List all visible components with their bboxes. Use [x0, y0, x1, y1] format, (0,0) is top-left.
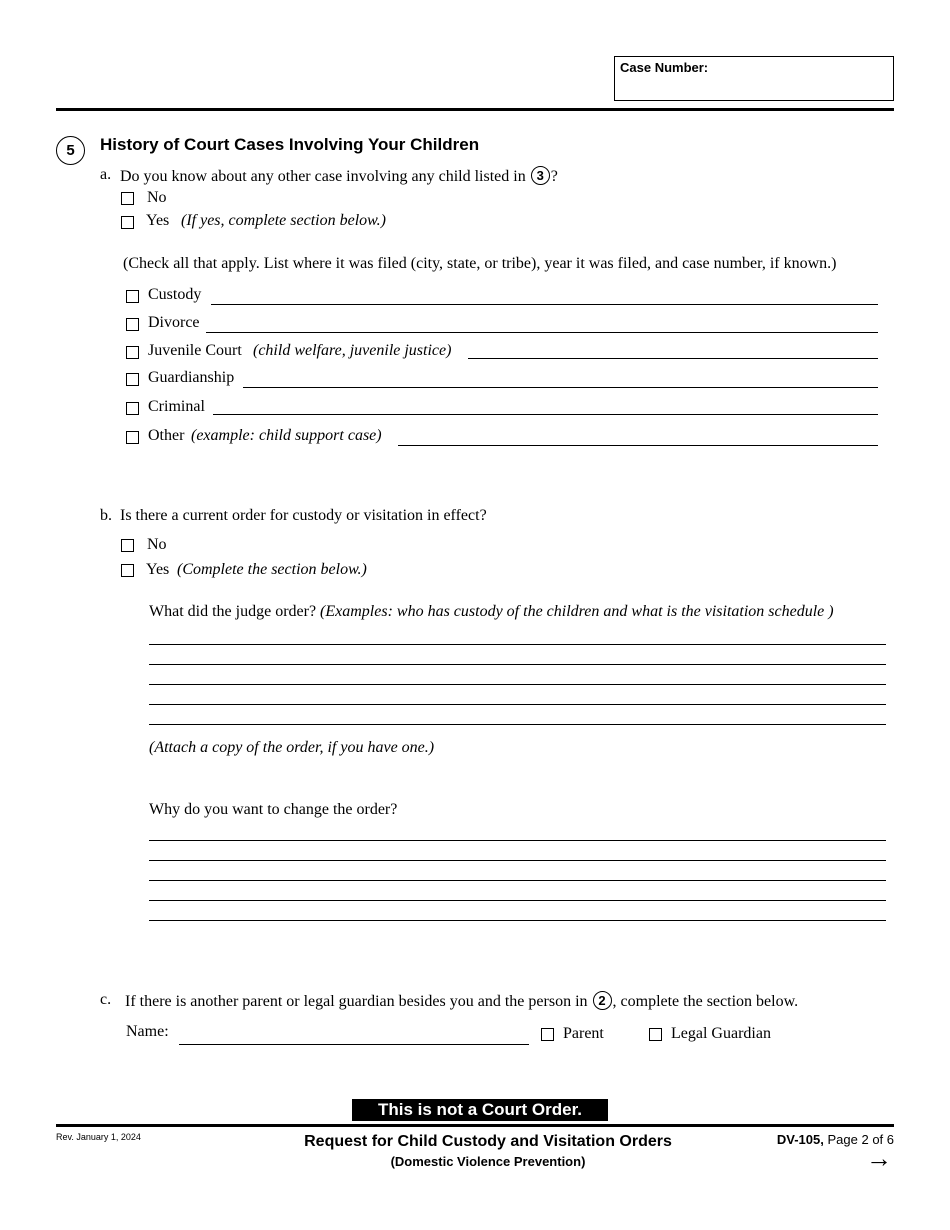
other-checkbox[interactable]: [126, 431, 139, 444]
attach-order-note: (Attach a copy of the order, if you have one.): [149, 739, 435, 756]
parent-label: Parent: [563, 1025, 604, 1042]
form-number: DV-105,: [776, 1132, 824, 1147]
part-c-question-end: , complete the section below.: [612, 993, 799, 1010]
divorce-checkbox[interactable]: [126, 318, 139, 331]
change-order-line-4[interactable]: [149, 900, 886, 901]
section-number: 5: [56, 136, 85, 165]
part-a-instruction: (Check all that apply. List where it was filed (city, state, or tribe), year it was filed, and case number, if known.): [123, 255, 837, 272]
legal-guardian-label: Legal Guardian: [671, 1025, 771, 1042]
custody-label: Custody: [148, 286, 202, 303]
custody-checkbox[interactable]: [126, 290, 139, 303]
part-a-question-end: ?: [550, 168, 558, 185]
part-c-question: [125, 991, 798, 1011]
part-b-yes-checkbox[interactable]: [121, 564, 134, 577]
judge-order-prompt: [149, 603, 834, 621]
page-info: Page 2 of 6: [827, 1132, 894, 1147]
part-b-no-label: No: [147, 536, 167, 553]
judge-order-question: What did the judge order?: [149, 603, 317, 620]
part-a-question: [120, 166, 558, 186]
judge-order-line-3[interactable]: [149, 684, 886, 685]
other-label: Other: [148, 427, 185, 444]
part-a-letter: a.: [100, 166, 112, 183]
section-title: History of Court Cases Involving Your Children: [100, 135, 480, 154]
change-order-line-1[interactable]: [149, 840, 886, 841]
judge-order-line-1[interactable]: [149, 644, 886, 645]
part-a-question-text: Do you know about any other case involving any child listed in: [120, 168, 526, 185]
form-title: Request for Child Custody and Visitation Orders: [304, 1133, 672, 1150]
judge-order-line-4[interactable]: [149, 704, 886, 705]
criminal-line[interactable]: [213, 414, 878, 415]
footer-rule: [56, 1124, 894, 1127]
guardianship-line[interactable]: [243, 387, 878, 388]
criminal-checkbox[interactable]: [126, 402, 139, 415]
part-a-yes-checkbox[interactable]: [121, 216, 134, 229]
juvenile-court-checkbox[interactable]: [126, 346, 139, 359]
judge-order-line-5[interactable]: [149, 724, 886, 725]
next-page-arrow-icon[interactable]: →: [866, 1143, 892, 1173]
part-b-no-checkbox[interactable]: [121, 539, 134, 552]
part-c-letter: c.: [100, 991, 112, 1008]
juvenile-court-note: (child welfare, juvenile justice): [253, 342, 452, 359]
form-subtitle: (Domestic Violence Prevention): [390, 1154, 586, 1169]
criminal-label: Criminal: [148, 398, 205, 415]
divorce-label: Divorce: [148, 314, 200, 331]
change-order-line-2[interactable]: [149, 860, 886, 861]
part-a-yes-note: (If yes, complete section below.): [181, 212, 386, 229]
revision-date: Rev. January 1, 2024: [56, 1132, 141, 1142]
part-b-yes-label: Yes: [146, 561, 170, 578]
case-number-label: Case Number:: [620, 60, 709, 75]
judge-order-examples: (Examples: who has custody of the children and what is the visitation schedule ): [320, 603, 834, 620]
part-b-letter: b.: [100, 507, 112, 524]
part-b-yes-note: (Complete the section below.): [177, 561, 367, 578]
item-2-reference: 2: [593, 991, 612, 1010]
juvenile-court-label: Juvenile Court: [148, 342, 242, 359]
not-court-order-banner: This is not a Court Order.: [352, 1099, 608, 1121]
divorce-line[interactable]: [206, 332, 878, 333]
header-rule: [56, 108, 894, 111]
judge-order-line-2[interactable]: [149, 664, 886, 665]
juvenile-court-line[interactable]: [468, 358, 878, 359]
legal-guardian-checkbox[interactable]: [649, 1028, 662, 1041]
change-order-line-5[interactable]: [149, 920, 886, 921]
name-line[interactable]: [179, 1044, 529, 1045]
guardianship-label: Guardianship: [148, 369, 235, 386]
custody-line[interactable]: [211, 304, 878, 305]
change-order-line-3[interactable]: [149, 880, 886, 881]
parent-checkbox[interactable]: [541, 1028, 554, 1041]
case-number-input[interactable]: [620, 78, 888, 96]
part-a-no-label: No: [147, 189, 167, 206]
guardianship-checkbox[interactable]: [126, 373, 139, 386]
part-a-yes-label: Yes: [146, 212, 170, 229]
change-order-prompt: Why do you want to change the order?: [149, 801, 398, 818]
part-b-question: Is there a current order for custody or visitation in effect?: [120, 507, 487, 524]
item-3-reference: 3: [531, 166, 550, 185]
part-a-no-checkbox[interactable]: [121, 192, 134, 205]
other-line[interactable]: [398, 445, 878, 446]
other-note: (example: child support case): [191, 427, 382, 444]
name-label: Name:: [126, 1023, 169, 1040]
part-c-question-text: If there is another parent or legal guardian besides you and the person in: [125, 993, 588, 1010]
